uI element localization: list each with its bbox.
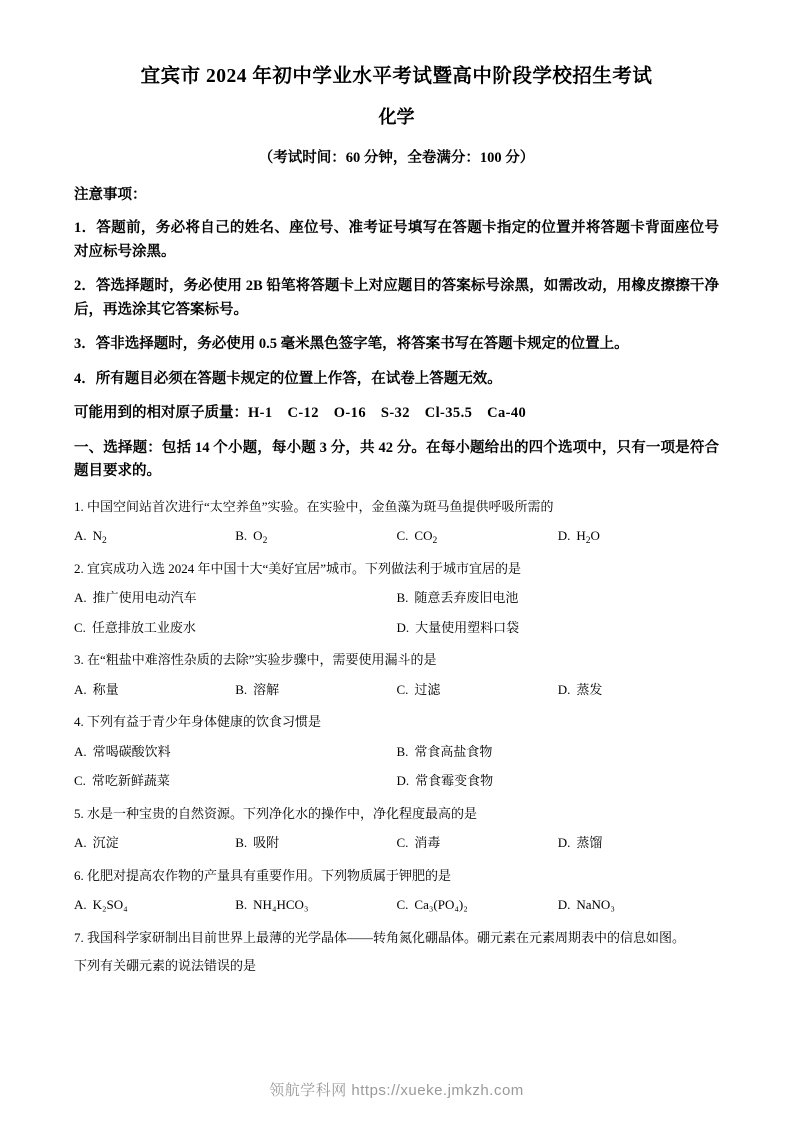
question-3-options [74,680,719,700]
notice-item-2: 2．答选择题时，务必使用 2B 铅笔将答题卡上对应题目的答案标号涂黑，如需改动，用橡皮擦擦干净后，再选涂其它答案标号。 [74,278,719,318]
question-4-option-b[interactable] [397,742,720,762]
option-text: 常吃新鲜蔬菜 [91,773,170,789]
atomic-mass-values: H-1 C-12 O-16 S-32 Cl-35.5 Ca-40 [248,405,527,422]
question-1-option-b[interactable] [235,526,396,546]
question-6-option-a[interactable] [74,895,235,915]
question-2-options-row-1 [74,588,719,608]
section-heading-choice: 一、选择题：包括 14 个小题，每小题 3 分，共 42 分。在每小题给出的四个选项中，只有一项是符合题目要求的。 [74,439,719,480]
option-label: A. [74,743,87,759]
option-label: C. [396,835,409,851]
option-text: 消毒 [414,835,441,851]
option-subscript: 2 [262,536,268,547]
option-label: B. [396,590,409,606]
question-1-option-c[interactable] [397,526,558,546]
option-text: CO [414,528,433,544]
option-label: A. [74,681,87,697]
option-label: C. [74,773,86,789]
option-text: N [92,528,103,544]
notice-item-1: 1．答题前，务必将自己的姓名、座位号、准考证号填写在答题卡指定的位置并将答题卡背面座位号对应标号涂黑。 [74,220,719,260]
question-2-options-row-2 [74,618,719,638]
question-4-options-row-1 [74,742,719,762]
option-label: D. [557,897,571,913]
question-2-option-c[interactable] [74,618,397,638]
question-1-stem: 1. 中国空间站首次进行“太空养鱼”实验。在实验中，金鱼藻为斑马鱼提供呼吸所需的 [74,498,554,514]
question-1-option-a[interactable] [74,526,235,546]
option-formula: NaNO₃ [576,897,615,913]
question-6-option-c[interactable] [397,895,558,915]
option-label: D. [557,528,571,544]
question-5-option-b[interactable] [235,833,396,853]
option-text: 任意排放工业废水 [91,619,196,635]
question-6-options [74,895,719,915]
option-text: 沉淀 [92,835,119,851]
option-formula: K₂SO₄ [92,897,128,913]
option-label: C. [396,897,409,913]
option-text: H [576,528,586,544]
question-4 [74,712,719,791]
option-text: 大量使用塑料口袋 [415,619,520,635]
option-text: 推广使用电动汽车 [92,590,197,606]
question-5-option-a[interactable] [74,833,235,853]
option-label: C. [396,528,409,544]
question-6-stem: 6. 化肥对提高农作物的产量具有重要作用。下列物质属于钾肥的是 [74,867,452,883]
question-5-options [74,833,719,853]
option-formula: Ca₃(PO₄)₂ [414,897,468,913]
option-text: 蒸馏 [576,835,603,851]
question-3-option-a[interactable] [74,680,235,700]
question-4-option-a[interactable] [74,742,397,762]
question-7-stem-line-2: 下列有关硼元素的说法错误的是 [74,958,257,974]
subject-title: 化学 [378,107,415,128]
question-6 [74,866,719,915]
question-5-option-c[interactable] [397,833,558,853]
question-7-stem: 7. 我国科学家研制出目前世界上最薄的光学晶体——转角氮化硼晶体。硼元素在元素周期表中的信息如图。 [74,929,686,945]
question-4-option-d[interactable] [397,771,720,791]
question-6-option-b[interactable] [235,895,396,915]
question-3-option-c[interactable] [397,680,558,700]
question-2-stem: 2. 宜宾成功入选 2024 年中国十大“美好宜居”城市。下列做法利于城市宜居的是 [74,560,522,576]
atomic-mass-label: 可能用到的相对原子质量： [74,405,248,422]
option-label: C. [396,681,409,697]
exam-meta: （考试时间：60 分钟，全卷满分：100 分） [258,150,535,167]
question-2-option-d[interactable] [397,618,720,638]
option-text: 常食高盐食物 [414,743,493,759]
question-3-option-b[interactable] [235,680,396,700]
question-7 [74,928,719,976]
option-label: C. [74,619,86,635]
option-label: B. [235,835,248,851]
question-2 [74,559,719,638]
question-5-stem: 5. 水是一种宝贵的自然资源。下列净化水的操作中，净化程度最高的是 [74,805,478,821]
option-formula: NH₄HCO₃ [253,897,309,913]
question-4-options-row-2 [74,771,719,791]
question-1 [74,497,719,546]
page-title: 宜宾市 2024 年初中学业水平考试暨高中阶段学校招生考试 [140,66,653,87]
option-label: B. [235,681,248,697]
option-label: A. [74,835,87,851]
option-label: D. [557,835,571,851]
option-text: O [253,528,263,544]
question-5 [74,804,719,853]
question-3 [74,650,719,699]
notice-heading: 注意事项： [74,186,147,203]
option-subscript: 2 [432,536,438,547]
option-label: D. [557,681,571,697]
option-text: 过滤 [414,681,441,697]
option-label: A. [74,590,87,606]
question-2-option-b[interactable] [397,588,720,608]
option-text: 溶解 [253,681,280,697]
option-text: 称量 [92,681,119,697]
option-text-2: O [590,528,600,544]
question-1-option-d[interactable] [558,526,719,546]
question-2-option-a[interactable] [74,588,397,608]
option-label: B. [235,897,248,913]
question-5-option-d[interactable] [558,833,719,853]
option-text: 常喝碳酸饮料 [92,743,171,759]
option-label: D. [396,773,410,789]
relative-atomic-mass [74,402,719,425]
watermark: 领航学科网 https://xueke.jmkzh.com [269,1082,524,1099]
option-text: 随意丢弃废旧电池 [414,590,519,606]
question-1-options [74,526,719,546]
option-label: D. [396,619,410,635]
option-text: 蒸发 [576,681,603,697]
option-subscript: 2 [585,536,591,547]
option-label: A. [74,897,87,913]
option-label: B. [235,528,248,544]
option-text: 常食霉变食物 [415,773,494,789]
option-label: B. [396,743,409,759]
option-text: 吸附 [253,835,280,851]
notice-item-3: 3．答非选择题时，务必使用 0.5 毫米黑色签字笔，将答案书写在答题卡规定的位置上。 [74,336,629,353]
question-4-stem: 4. 下列有益于青少年身体健康的饮食习惯是 [74,714,322,730]
notice-item-4: 4．所有题目必须在答题卡规定的位置上作答，在试卷上答题无效。 [74,370,502,387]
question-3-stem: 3. 在“粗盐中难溶性杂质的去除”实验步骤中，需要使用漏斗的是 [74,652,437,668]
option-label: A. [74,528,87,544]
question-6-option-d[interactable] [558,895,719,915]
question-3-option-d[interactable] [558,680,719,700]
question-4-option-c[interactable] [74,771,397,791]
option-subscript: 2 [102,536,107,547]
